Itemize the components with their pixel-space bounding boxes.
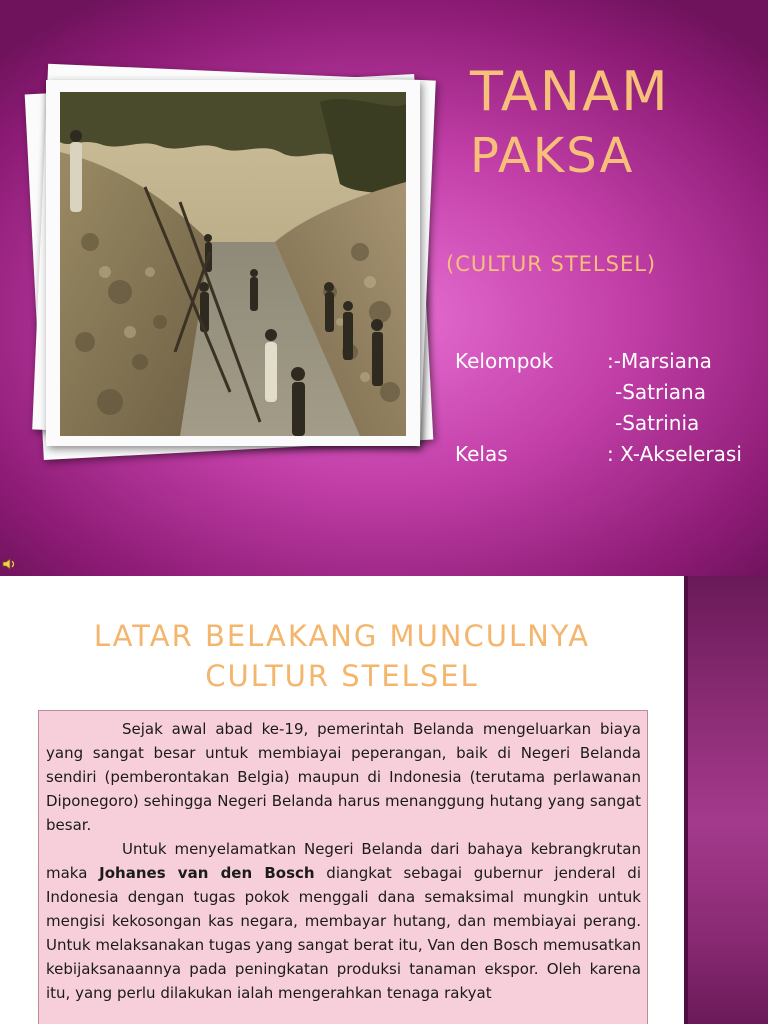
group-info — [455, 346, 742, 470]
slide-title — [470, 62, 670, 186]
group-member: -Satriana — [615, 380, 706, 404]
heading-line-2: CULTUR STELSEL — [205, 659, 479, 693]
group-member: -Satrinia — [615, 411, 700, 435]
workers-digging-canal-photo — [60, 92, 406, 436]
paragraph-2 — [46, 837, 641, 1005]
slide-heading — [0, 616, 684, 696]
paragraph-2-text: Untuk menyelamatkan Negeri Belanda dari bahaya kebrangkrutan maka — [46, 840, 641, 882]
group-row — [455, 346, 742, 377]
class-label: Kelas — [455, 442, 508, 466]
governor-name: Johanes van den Bosch — [99, 864, 315, 882]
paragraph-1: Sejak awal abad ke-19, pemerintah Belanda mengeluarkan biaya yang sangat besar untuk membiayai peperangan, baik di Negeri Belanda sendiri (pemberontakan Belgia) maupun di Indonesia (terutama perlawanan Diponegoro) sehingga Negeri Belanda harus menanggung hutang yang sangat besar. — [46, 720, 641, 834]
title-line-1: TANAM — [470, 60, 670, 123]
content-slide — [0, 576, 768, 1024]
class-value: : X-Akselerasi — [607, 442, 742, 466]
speaker-icon[interactable] — [2, 556, 16, 570]
title-line-2: PAKSA — [470, 128, 635, 184]
class-row — [455, 439, 742, 470]
background-text-box — [38, 710, 648, 1024]
slide-subtitle: (CULTUR STELSEL) — [446, 252, 657, 276]
group-label: Kelompok — [455, 349, 554, 373]
decorative-side-band — [684, 576, 768, 1024]
heading-line-1: LATAR BELAKANG MUNCULNYA — [93, 619, 591, 653]
paragraph-2-text: diangkat sebagai gubernur jenderal di Indonesia dengan tugas pokok menggali dana semaksimal mungkin untuk mengisi kekosongan kas negara, membayar hutang, dan membiayai perang. Untuk melaksanakan tugas yang sangat berat itu, Van den Bosch memusatkan kebijaksanaannya pada peningkatan produksi tanaman ekspor. Oleh karena itu, yang perlu dilakukan ialah mengerahkan tenaga rakyat — [46, 864, 641, 1002]
group-member: :-Marsiana — [607, 349, 712, 373]
